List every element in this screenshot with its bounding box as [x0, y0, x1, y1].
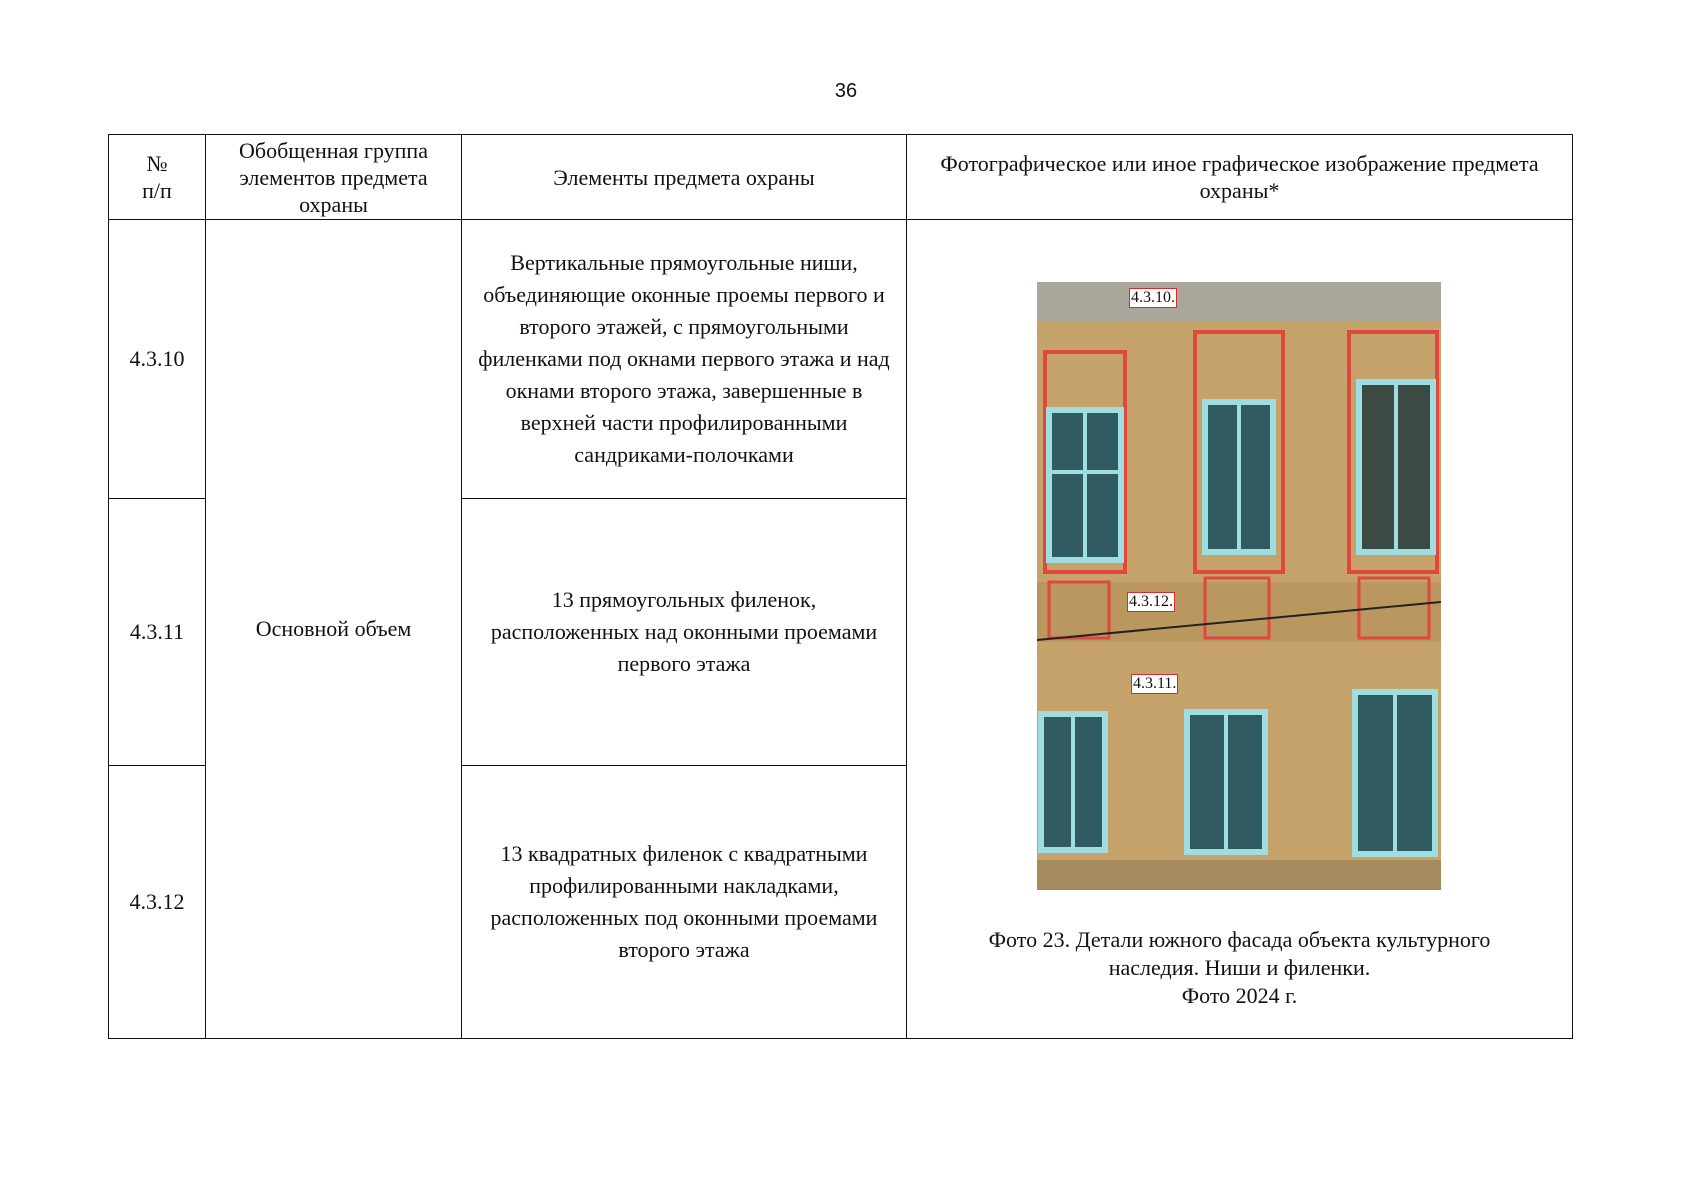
- caption-line: Фото 23. Детали южного фасада объекта культурного: [988, 927, 1491, 952]
- row-number: 4.3.12: [109, 766, 206, 1039]
- elements-cell: Вертикальные прямоугольные ниши, объединяющие оконные проемы первого и второго этажей, с прямоугольными филенками под окнами первого этажа и над окнами второго этажа, завершенные в верхней части профилированными сандриками-полочками: [462, 220, 907, 499]
- caption-line: Фото 2024 г.: [1181, 983, 1298, 1008]
- header-image: Фотографическое или иное графическое изображение предмета охраны*: [907, 135, 1573, 220]
- elements-cell: 13 квадратных филенок с квадратными профилированными накладками, расположенных под оконными проемами второго этажа: [462, 766, 907, 1039]
- caption-line: наследия. Ниши и филенки.: [1108, 955, 1371, 980]
- protection-elements-table: [108, 134, 1573, 1039]
- page-number: 36: [834, 80, 858, 102]
- row-number: 4.3.10: [109, 220, 206, 499]
- facade-photo: [1037, 282, 1441, 890]
- table-row: [109, 220, 1573, 499]
- row-number: 4.3.11: [109, 499, 206, 766]
- elements-cell: 13 прямоугольных филенок, расположенных над оконными проемами первого этажа: [462, 499, 907, 766]
- header-group: Обобщенная группа элементов предмета охраны: [206, 135, 462, 220]
- header-number: № п/п: [109, 135, 206, 220]
- photo-caption: [907, 926, 1572, 1010]
- image-cell: [907, 220, 1573, 1039]
- header-elements: Элементы предмета охраны: [462, 135, 907, 220]
- table-header-row: [109, 135, 1573, 220]
- group-cell: Основной объем: [206, 220, 462, 1039]
- photo-label: 4.3.12.: [1129, 593, 1173, 610]
- photo-label: 4.3.11.: [1133, 675, 1177, 692]
- photo-label: 4.3.10.: [1131, 289, 1175, 306]
